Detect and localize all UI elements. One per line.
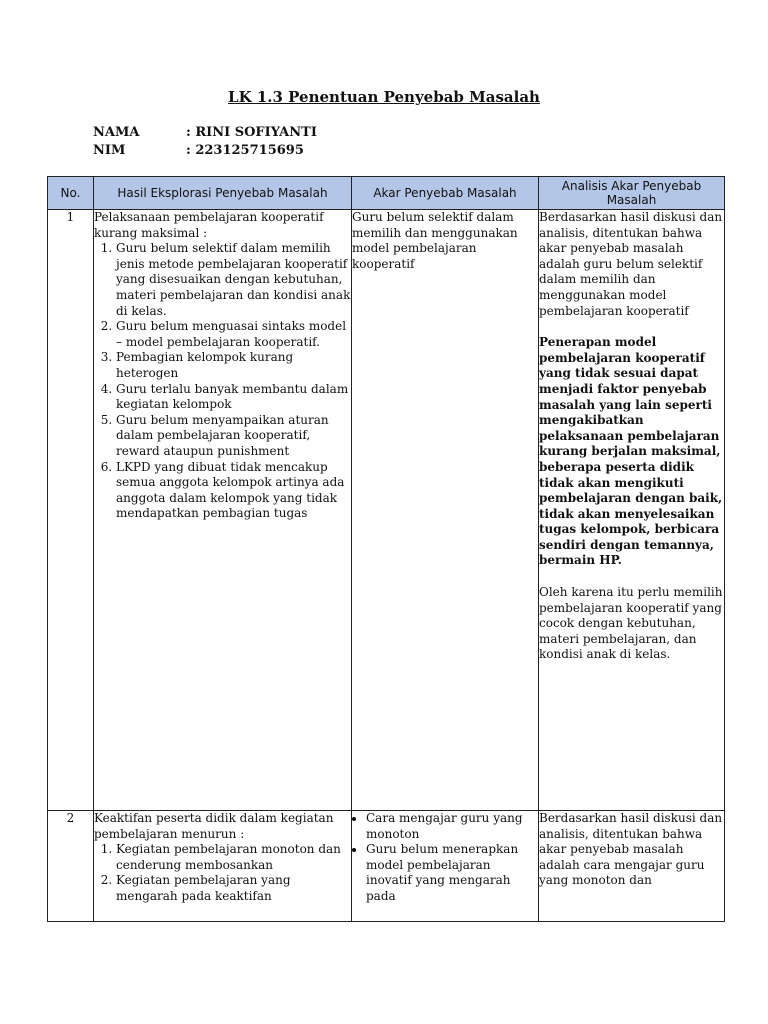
name-row <box>93 124 317 142</box>
list-item: 3. Pembagian kelompok kurang heterogen <box>116 350 351 381</box>
hasil-list <box>94 241 351 522</box>
akar-list <box>352 811 538 905</box>
hasil-cell <box>94 811 352 922</box>
hasil-intro: Keaktifan peserta didik dalam kegiatan pembelajaran menurun : <box>94 811 334 841</box>
analisis-cell <box>539 811 725 922</box>
identity-block <box>93 124 317 160</box>
analisis-paragraph: Berdasarkan hasil diskusi dan analisis, ditentukan bahwa akar penyebab masalah adalah guru belum selektif dalam memilih dan menggunakan model pembelajaran kooperatif <box>539 210 723 318</box>
akar-cell: Guru belum selektif dalam memilih dan menggunakan model pembelajaran kooperatif <box>352 210 539 811</box>
header-analisis: Analisis Akar Penyebab Masalah <box>539 177 725 210</box>
paragraph-gap <box>539 319 724 335</box>
analisis-paragraph: Oleh karena itu perlu memilih pembelajaran kooperatif yang cocok dengan kebutuhan, materi pembelajaran, dan kondisi anak di kelas. <box>539 585 723 662</box>
table-row <box>48 210 725 811</box>
akar-cell <box>352 811 539 922</box>
table-row <box>48 811 725 922</box>
analisis-cell <box>539 210 725 811</box>
document-title: LK 1.3 Penentuan Penyebab Masalah <box>228 88 540 106</box>
table-header-row <box>48 177 725 210</box>
hasil-intro: Pelaksanaan pembelajaran kooperatif kurang maksimal : <box>94 210 324 240</box>
name-value: : RINI SOFIYANTI <box>186 125 317 140</box>
analisis-paragraph-bold: Penerapan model pembelajaran kooperatif yang tidak sesuai dapat menjadi faktor penyebab masalah yang lain seperti mengakibatkan pelaksanaan pembelajaran kurang berjalan maksimal, beberapa peserta didik tidak akan mengikuti pembelajaran dengan baik, tidak akan menyelesaikan tugas kelompok, berbicara sendiri dengan temannya, bermain HP. <box>539 335 723 568</box>
list-item: 1. Guru belum selektif dalam memilih jenis metode pembelajaran kooperatif yang disesuaikan dengan kebutuhan, materi pembelajaran dan kondisi anak di kelas. <box>116 241 351 319</box>
header-akar: Akar Penyebab Masalah <box>352 177 539 210</box>
analisis-clip <box>539 811 724 905</box>
nim-label: NIM <box>93 143 126 158</box>
list-item: • Guru belum menerapkan model pembelajaran inovatif yang mengarah pada <box>366 842 538 904</box>
hasil-list <box>94 842 351 904</box>
hasil-cell <box>94 210 352 811</box>
analysis-table <box>47 176 725 922</box>
row-number: 2 <box>48 811 94 922</box>
row-number: 1 <box>48 210 94 811</box>
list-item: 5. Guru belum menyampaikan aturan dalam pembelajaran kooperatif, reward ataupun punishment <box>116 413 351 460</box>
analisis-paragraph: Berdasarkan hasil diskusi dan analisis, ditentukan bahwa akar penyebab masalah adalah cara mengajar guru yang monoton dan <box>539 811 723 888</box>
list-item: 2. Kegiatan pembelajaran yang mengarah pada keaktifan <box>116 873 351 904</box>
paragraph-gap <box>539 569 724 585</box>
list-item: 6. LKPD yang dibuat tidak mencakup semua anggota kelompok artinya ada anggota dalam kelompok yang tidak mendapatkan pembagian tugas <box>116 460 351 522</box>
nim-value: : 223125715695 <box>186 143 304 158</box>
header-no: No. <box>48 177 94 210</box>
list-item: 2. Guru belum menguasai sintaks model – model pembelajaran kooperatif. <box>116 319 351 350</box>
hasil-clip <box>94 811 351 919</box>
list-item: • Cara mengajar guru yang monoton <box>366 811 538 842</box>
nim-row <box>93 142 317 160</box>
header-hasil: Hasil Eksplorasi Penyebab Masalah <box>94 177 352 210</box>
list-item: 4. Guru terlalu banyak membantu dalam kegiatan kelompok <box>116 382 351 413</box>
akar-clip <box>352 811 538 905</box>
name-label: NAMA <box>93 125 140 140</box>
list-item: 1. Kegiatan pembelajaran monoton dan cenderung membosankan <box>116 842 351 873</box>
